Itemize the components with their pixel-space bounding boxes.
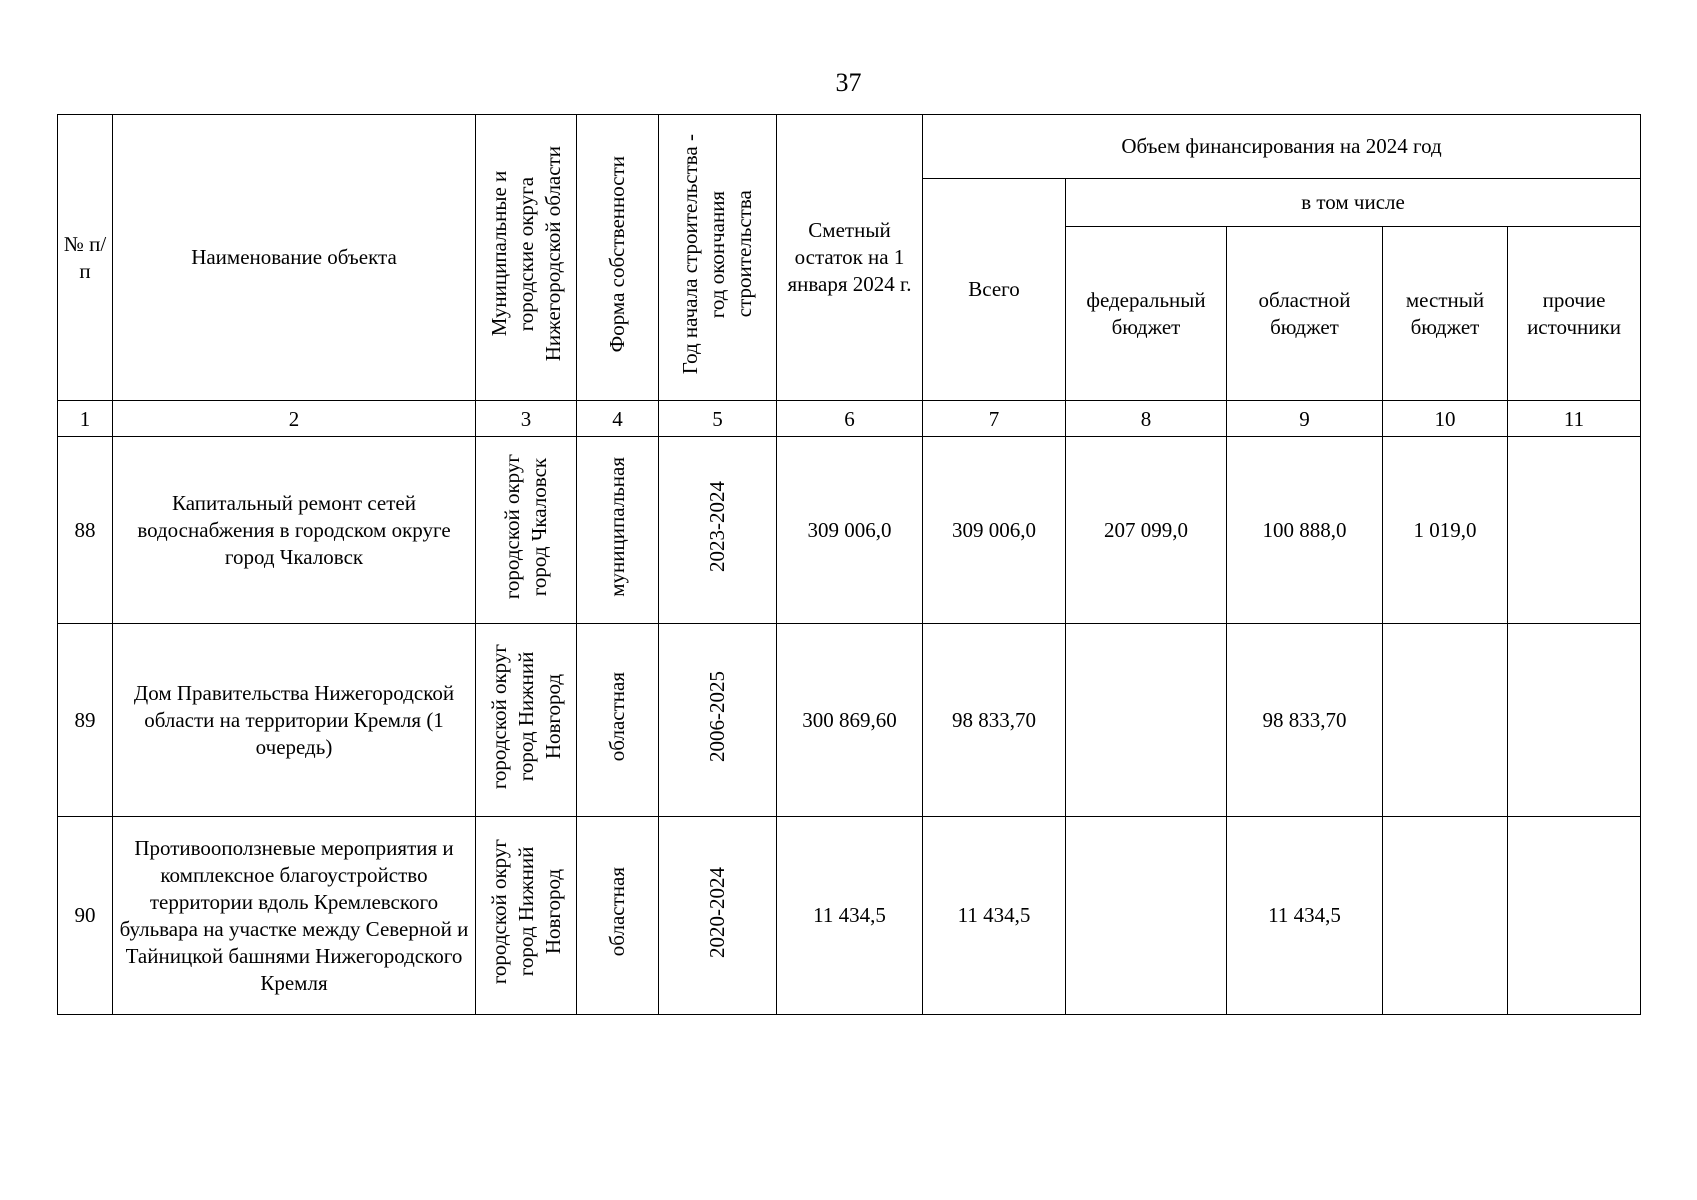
table-row [58, 437, 1641, 624]
table-row [58, 817, 1641, 1015]
column-number: 6 [777, 401, 923, 437]
column-number: 10 [1383, 401, 1508, 437]
local [1383, 624, 1508, 817]
federal: 207 099,0 [1066, 437, 1227, 624]
column-numbers-row [58, 401, 1641, 437]
header-object-name: Наименование объекта [113, 115, 476, 401]
other [1508, 624, 1641, 817]
estimate: 300 869,60 [777, 624, 923, 817]
header-district: Муниципальные и городские округа Нижегородской области [476, 115, 577, 401]
district: городской округ город Чкаловск [476, 437, 577, 624]
header-regional: областной бюджет [1227, 227, 1383, 401]
other [1508, 437, 1641, 624]
financing-table [57, 114, 1641, 1015]
column-number: 1 [58, 401, 113, 437]
total: 309 006,0 [923, 437, 1066, 624]
total: 98 833,70 [923, 624, 1066, 817]
local: 1 019,0 [1383, 437, 1508, 624]
years: 2020-2024 [659, 817, 777, 1015]
object-name: Противооползневые мероприятия и комплексное благоустройство территории вдоль Кремлевского бульвара на участке между Северной и Тайницкой башнями Нижегородского Кремля [113, 817, 476, 1015]
ownership: областная [577, 624, 659, 817]
district: городской округ город Нижний Новгород [476, 624, 577, 817]
estimate: 11 434,5 [777, 817, 923, 1015]
header-estimate: Сметный остаток на 1 января 2024 г. [777, 115, 923, 401]
header-ownership: Форма собственности [577, 115, 659, 401]
regional: 100 888,0 [1227, 437, 1383, 624]
column-number: 8 [1066, 401, 1227, 437]
header-other: прочие источники [1508, 227, 1641, 401]
ownership: областная [577, 817, 659, 1015]
regional: 11 434,5 [1227, 817, 1383, 1015]
header-federal: федеральный бюджет [1066, 227, 1227, 401]
years: 2006-2025 [659, 624, 777, 817]
row-number: 90 [58, 817, 113, 1015]
header-financing: Объем финансирования на 2024 год [923, 115, 1641, 179]
other [1508, 817, 1641, 1015]
years: 2023-2024 [659, 437, 777, 624]
local [1383, 817, 1508, 1015]
row-number: 89 [58, 624, 113, 817]
header-including: в том числе [1066, 179, 1641, 227]
row-number: 88 [58, 437, 113, 624]
regional: 98 833,70 [1227, 624, 1383, 817]
header-total: Всего [923, 179, 1066, 401]
total: 11 434,5 [923, 817, 1066, 1015]
column-number: 7 [923, 401, 1066, 437]
federal [1066, 624, 1227, 817]
column-number: 5 [659, 401, 777, 437]
object-name: Капитальный ремонт сетей водоснабжения в городском округе город Чкаловск [113, 437, 476, 624]
table-row [58, 624, 1641, 817]
header-local: местный бюджет [1383, 227, 1508, 401]
column-number: 3 [476, 401, 577, 437]
column-number: 9 [1227, 401, 1383, 437]
ownership: муниципальная [577, 437, 659, 624]
federal [1066, 817, 1227, 1015]
district: городской округ город Нижний Новгород [476, 817, 577, 1015]
header-number: № п/п [58, 115, 113, 401]
object-name: Дом Правительства Нижегородской области на территории Кремля (1 очередь) [113, 624, 476, 817]
estimate: 309 006,0 [777, 437, 923, 624]
column-number: 4 [577, 401, 659, 437]
page-number: 37 [835, 68, 862, 97]
header-years: Год начала строительства - год окончания строительства [659, 115, 777, 401]
column-number: 11 [1508, 401, 1641, 437]
column-number: 2 [113, 401, 476, 437]
